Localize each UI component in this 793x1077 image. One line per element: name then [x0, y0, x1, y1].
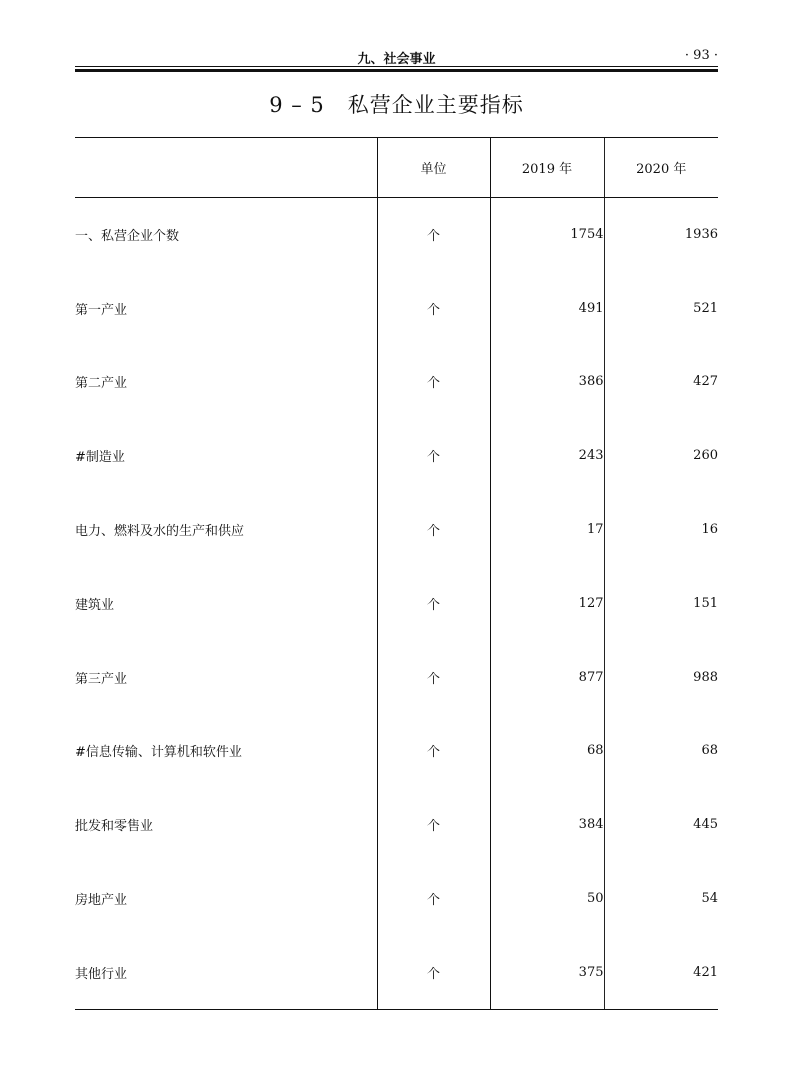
table-header-row [75, 138, 718, 198]
table-row [75, 788, 718, 862]
row-value-2020: 16 [604, 493, 718, 567]
table-row [75, 862, 718, 936]
row-unit: 个 [377, 640, 490, 714]
column-header-unit: 单位 [377, 138, 490, 198]
table-title: 9 – 5 私营企业主要指标 [269, 93, 524, 117]
row-unit: 个 [377, 714, 490, 788]
table-row [75, 493, 718, 567]
row-label: 其他行业 [75, 935, 377, 1009]
page-number: · 93 · [684, 48, 718, 63]
row-value-2019: 384 [490, 788, 604, 862]
row-label: 第一产业 [75, 302, 128, 318]
table-row [75, 935, 718, 1009]
row-value-2019: 491 [490, 271, 604, 345]
row-unit: 个 [377, 493, 490, 567]
row-value-2019: 68 [490, 714, 604, 788]
section-name: 九、社会事业 [357, 52, 436, 67]
table-row [75, 271, 718, 345]
table-row [75, 345, 718, 419]
table-row [75, 566, 718, 640]
row-value-2019: 50 [490, 862, 604, 936]
row-value-2020: 260 [604, 419, 718, 493]
table-row [75, 640, 718, 714]
row-label: #制造业 [75, 450, 125, 466]
row-value-2020: 421 [604, 935, 718, 1009]
running-header [75, 46, 718, 66]
row-unit: 个 [377, 788, 490, 862]
column-header-2019: 2019 年 [490, 138, 604, 198]
row-value-2019: 17 [490, 493, 604, 567]
row-value-2019: 1754 [490, 198, 604, 272]
row-label: 第三产业 [75, 671, 128, 687]
row-unit: 个 [377, 345, 490, 419]
row-unit: 个 [377, 271, 490, 345]
row-value-2019: 386 [490, 345, 604, 419]
row-label: 第二产业 [75, 376, 128, 392]
column-header-2020: 2020 年 [604, 138, 718, 198]
row-label: 电力、燃料及水的生产和供应 [75, 524, 245, 540]
row-value-2020: 54 [604, 862, 718, 936]
row-label: 建筑业 [75, 597, 115, 613]
row-value-2020: 1936 [604, 198, 718, 272]
row-label: 批发和零售业 [75, 819, 154, 835]
row-label: 房地产业 [75, 893, 128, 909]
row-unit: 个 [377, 566, 490, 640]
row-value-2020: 151 [604, 566, 718, 640]
row-value-2020: 427 [604, 345, 718, 419]
table-row [75, 198, 718, 272]
header-rule-thick [75, 69, 718, 72]
row-value-2020: 445 [604, 788, 718, 862]
row-label: 一、私营企业个数 [75, 229, 180, 245]
row-unit: 个 [377, 419, 490, 493]
row-value-2019: 877 [490, 640, 604, 714]
row-value-2019: 243 [490, 419, 604, 493]
row-unit: 个 [377, 862, 490, 936]
row-value-2019: 375 [490, 935, 604, 1009]
row-unit: 个 [377, 198, 490, 272]
row-value-2020: 68 [604, 714, 718, 788]
row-value-2020: 521 [604, 271, 718, 345]
column-header-item [75, 138, 377, 198]
table-row [75, 419, 718, 493]
header-rule-thin [75, 66, 718, 67]
row-label: #信息传输、计算机和软件业 [75, 745, 242, 761]
indicator-table [75, 137, 718, 1010]
table-row [75, 714, 718, 788]
row-value-2019: 127 [490, 566, 604, 640]
row-unit: 个 [377, 935, 490, 1009]
row-value-2020: 988 [604, 640, 718, 714]
